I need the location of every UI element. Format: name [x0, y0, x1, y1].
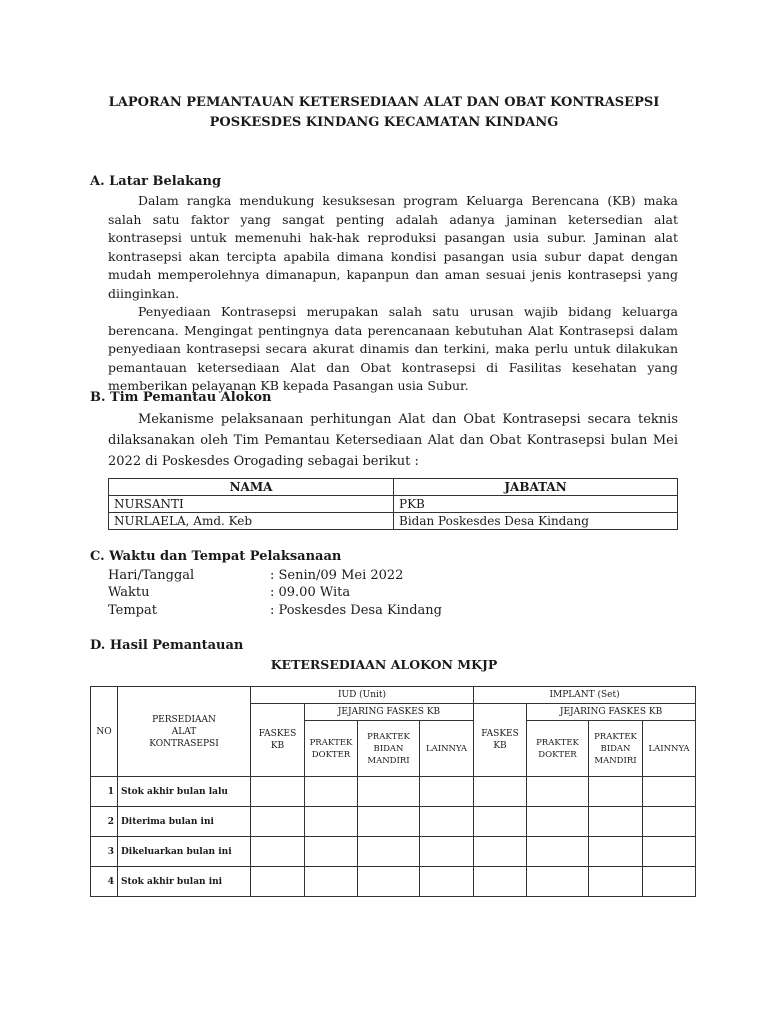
row-no: 3	[91, 837, 118, 867]
col-persediaan-line-1: PERSEDIAAN	[152, 714, 216, 725]
col-group-iud: IUD (Unit)	[251, 687, 474, 704]
doc-title-line-2: POSKESDES KINDANG KECAMATAN KINDANG	[209, 115, 559, 130]
col-implant-lainnya: LAINNYA	[643, 721, 696, 777]
team-jabatan-cell: Bidan Poskesdes Desa Kindang	[394, 513, 678, 530]
cell	[358, 837, 420, 867]
cell	[358, 867, 420, 897]
team-jabatan-cell: PKB	[394, 496, 678, 513]
table-row	[91, 867, 696, 897]
doc-title-line-1: LAPORAN PEMANTAUAN KETERSEDIAAN ALAT DAN OBAT KONTRASEPSI	[108, 95, 660, 110]
col-iud-faskes	[251, 704, 305, 777]
row-label: Stok akhir bulan ini	[118, 867, 251, 897]
cell	[527, 837, 589, 867]
team-table	[108, 478, 678, 530]
mkjp-table-title: KETERSEDIAAN ALOKON MKJP	[270, 657, 498, 672]
cell	[474, 777, 527, 807]
mkjp-table	[90, 686, 696, 897]
cell	[305, 837, 358, 867]
section-b-body	[108, 409, 678, 472]
cell	[251, 867, 305, 897]
section-d-heading: D. Hasil Pemantauan	[90, 638, 244, 653]
table-row	[91, 777, 696, 807]
col-persediaan	[118, 687, 251, 777]
praktek-line-3: MANDIRI	[367, 755, 410, 766]
faskes-line-2: KB	[270, 741, 285, 751]
cell	[358, 777, 420, 807]
cell	[589, 807, 643, 837]
table-row	[109, 496, 678, 513]
row-label: Stok akhir bulan lalu	[118, 777, 251, 807]
cell	[643, 867, 696, 897]
cell	[589, 867, 643, 897]
section-b-paragraph-1: Mekanisme pelaksanaan perhitungan Alat dan Obat Kontrasepsi secara teknis dilaksanakan oleh Tim Pemantau Ketersediaan Alat dan Obat Kontrasepsi bulan Mei 2022 di Poskesdes Orogading sebagai berikut :	[108, 412, 678, 469]
info-value: : Poskesdes Desa Kindang	[270, 603, 442, 618]
col-iud-praktek-bidan	[358, 721, 420, 777]
cell	[527, 777, 589, 807]
cell	[305, 807, 358, 837]
info-label: Tempat	[108, 603, 157, 618]
praktek-line-2: BIDAN	[600, 743, 631, 754]
cell	[420, 867, 474, 897]
col-iud-praktek-dokter	[305, 721, 358, 777]
section-a-paragraph-1: Dalam rangka mendukung kesuksesan program Keluarga Berencana (KB) maka salah satu faktor yang sangat penting adalah adanya jaminan ketersedian alat kontrasepsi untuk memenuhi hak-hak reproduksi pasangan usia subur. Jaminan alat kontrasepsi akan tercipta apabila dimana kondisi pasangan usia subur dapat dengan mudah memperolehnya dimanapun, kapanpun dan aman sesuai jenis kontrasepsi yang diinginkan.	[108, 193, 678, 301]
col-iud-jejaring: JEJARING FASKES KB	[305, 704, 474, 721]
info-value: : 09.00 Wita	[270, 585, 351, 600]
cell	[251, 777, 305, 807]
col-persediaan-line-3: KONTRASEPSI	[149, 738, 219, 749]
cell	[589, 837, 643, 867]
team-col-nama: NAMA	[109, 479, 394, 496]
info-label: Hari/Tanggal	[108, 568, 195, 583]
praktek-line-3: MANDIRI	[594, 755, 637, 766]
cell	[589, 777, 643, 807]
cell	[358, 807, 420, 837]
faskes-line-1: FASKES	[258, 729, 297, 739]
section-b-heading: B. Tim Pemantau Alokon	[90, 390, 272, 405]
cell	[643, 837, 696, 867]
table-row	[109, 513, 678, 530]
cell	[251, 807, 305, 837]
col-persediaan-line-2: ALAT	[171, 726, 197, 737]
col-implant-faskes	[474, 704, 527, 777]
col-implant-jejaring: JEJARING FASKES KB	[527, 704, 696, 721]
col-no: NO	[91, 687, 118, 777]
praktek-line-2: BIDAN	[373, 743, 404, 754]
cell	[420, 837, 474, 867]
cell	[474, 807, 527, 837]
row-no: 2	[91, 807, 118, 837]
row-no: 4	[91, 867, 118, 897]
row-label: Diterima bulan ini	[118, 807, 251, 837]
section-c-heading: C. Waktu dan Tempat Pelaksanaan	[90, 549, 342, 564]
praktek-line-1: PRAKTEK	[536, 737, 579, 748]
faskes-line-2: KB	[493, 741, 507, 751]
faskes-line-1: FASKES	[481, 729, 519, 739]
praktek-line-1: PRAKTEK	[594, 731, 637, 742]
cell	[420, 777, 474, 807]
cell	[527, 807, 589, 837]
cell	[474, 867, 527, 897]
cell	[251, 837, 305, 867]
info-value: : Senin/09 Mei 2022	[270, 568, 404, 583]
col-implant-praktek-bidan	[589, 721, 643, 777]
section-a-paragraph-2: Penyediaan Kontrasepsi merupakan salah satu urusan wajib bidang keluarga berencana. Mengingat pentingnya data perencanaan kebutuhan Alat Kontrasepsi dalam penyediaan kontrasepsi secara akurat dinamis dan terkini, maka perlu untuk dilakukan pemantauan ketersediaan Alat dan Obat kontrasepsi di Fasilitas kesehatan yang memberikan pelayanan KB kepada Pasangan usia Subur.	[108, 304, 678, 393]
cell	[474, 837, 527, 867]
table-row	[91, 837, 696, 867]
praktek-line-2: DOKTER	[538, 749, 577, 760]
section-a-heading: A. Latar Belakang	[90, 174, 222, 189]
col-iud-lainnya: LAINNYA	[420, 721, 474, 777]
cell	[527, 867, 589, 897]
praktek-line-1: PRAKTEK	[309, 737, 353, 748]
col-implant-praktek-dokter	[527, 721, 589, 777]
team-nama-cell: NURLAELA, Amd. Keb	[109, 513, 394, 530]
cell	[643, 777, 696, 807]
cell	[305, 777, 358, 807]
table-row	[91, 807, 696, 837]
team-nama-cell: NURSANTI	[109, 496, 394, 513]
team-col-jabatan: JABATAN	[394, 479, 678, 496]
cell	[305, 867, 358, 897]
info-label: Waktu	[108, 585, 150, 600]
praktek-line-2: DOKTER	[311, 749, 351, 760]
cell	[643, 807, 696, 837]
col-group-implant: IMPLANT (Set)	[474, 687, 696, 704]
row-no: 1	[91, 777, 118, 807]
praktek-line-1: PRAKTEK	[367, 731, 410, 742]
row-label: Dikeluarkan bulan ini	[118, 837, 251, 867]
cell	[420, 807, 474, 837]
section-a-body	[108, 192, 678, 396]
